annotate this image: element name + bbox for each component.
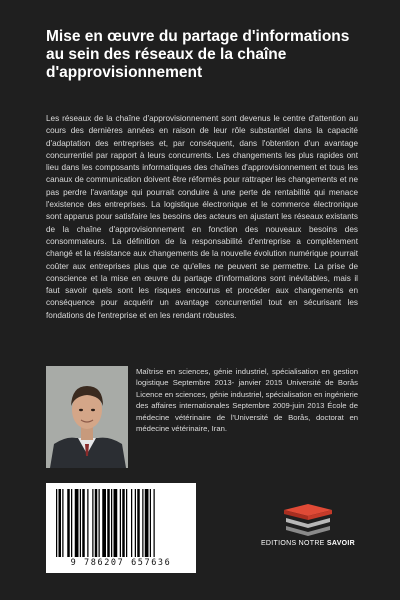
publisher-name: EDITIONS NOTRE SAVOIR — [260, 540, 356, 547]
isbn-barcode — [46, 483, 196, 573]
author-photo — [46, 366, 128, 468]
book-title: Mise en œuvre du partage d'informations au sein des réseaux de la chaîne d'approvisionnement — [46, 28, 350, 81]
publisher-logo — [258, 500, 358, 555]
book-stack-icon — [278, 500, 338, 536]
book-summary: Les réseaux de la chaîne d'approvisionnement sont devenus le centre d'attention au cours des dernières années en raison de leur rôle substantiel dans la capacité d'adaptation des entreprises et, par conséquent, dans l'obtention d'un avantage concurrentiel par rapport à leurs concurrents. Les changements les plus rapides ont lieu dans les composants informatiques des chaînes d'approvisionnement et tous les canaux de communication doivent être réformés pour rattraper les changements et ne pas perdre l'avantage qui pourrait conduire à une perte de rentabilité qui menace l'existence des entreprises. La logistique électronique et le commerce électronique sont apparus pour satisfaire les besoins des acteurs en ajustant les réseaux existants de la chaîne d'approvisionnement en fonction des nouveaux besoins des consommateurs. La définition de la responsabilité d'entreprise a complètement changé et la résistance aux changements de la nouvelle évolution numérique pourrait coûter aux entreprises plus que ce qu'elles ne peuvent se permettre. La prise de conscience et la mise en œuvre du partage d'informations sont inévitables, mais il faut savoir quels sont les risques encourus et procéder aux changements en conséquence pour acquérir un avantage concurrentiel tout en sécurisant les fondations de l'entreprise et en les rendant robustes. — [46, 114, 358, 320]
author-biography: Maîtrise en sciences, génie industriel, spécialisation en gestion logistique Septembre 2013- janvier 2015 Université de Borås Licence en sciences, génie industriel, spécialisation en ingénierie des affaires internationales Septembre 2009-juin 2013 École de médecine vétérinaire de l'Université de Borås, doctorat en médecine vétérinaire, Iran. — [136, 367, 358, 434]
isbn-number: 9 786207 657636 — [70, 558, 172, 568]
